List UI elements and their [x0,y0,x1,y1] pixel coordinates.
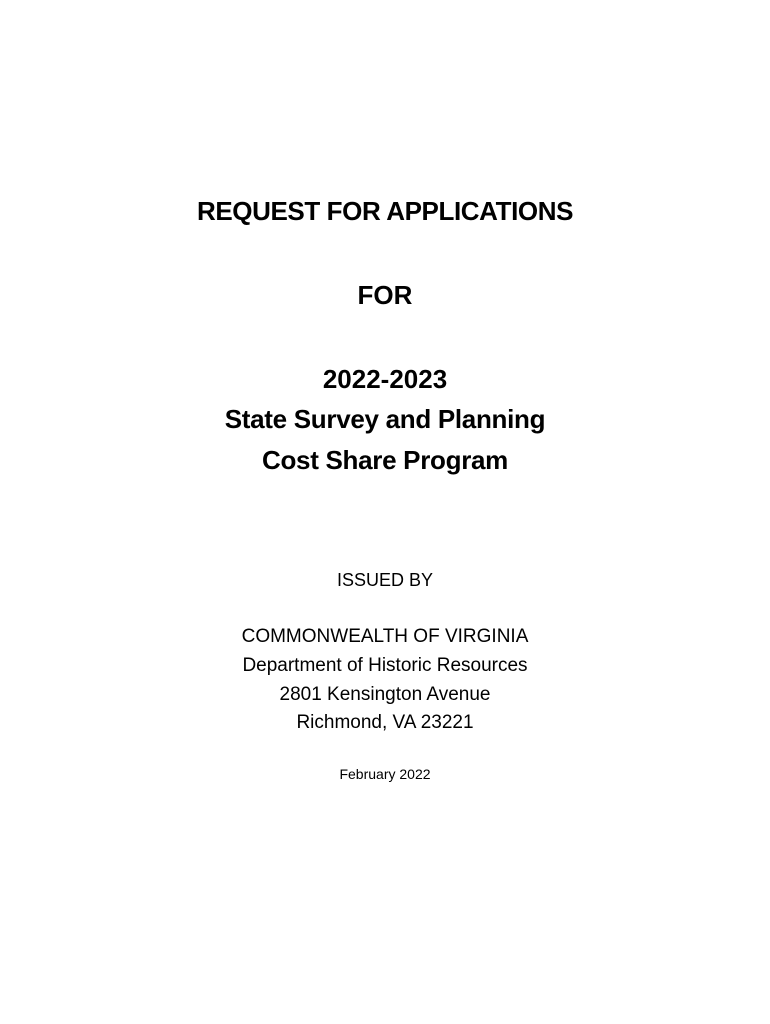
issuer-organization: COMMONWEALTH OF VIRGINIA [241,626,529,647]
title-request-for-applications: REQUEST FOR APPLICATIONS [196,196,574,226]
program-name-line2: Cost Share Program [261,445,508,475]
issuer-department: Department of Historic Resources [242,655,528,676]
issue-date: February 2022 [339,766,431,782]
issued-by-label: ISSUED BY [336,570,434,590]
program-name-line1: State Survey and Planning [224,404,546,434]
issuer-city-state-zip: Richmond, VA 23221 [296,712,474,733]
issuer-street-address: 2801 Kensington Avenue [279,684,491,705]
program-year: 2022-2023 [322,364,448,394]
title-for: FOR [357,280,413,310]
